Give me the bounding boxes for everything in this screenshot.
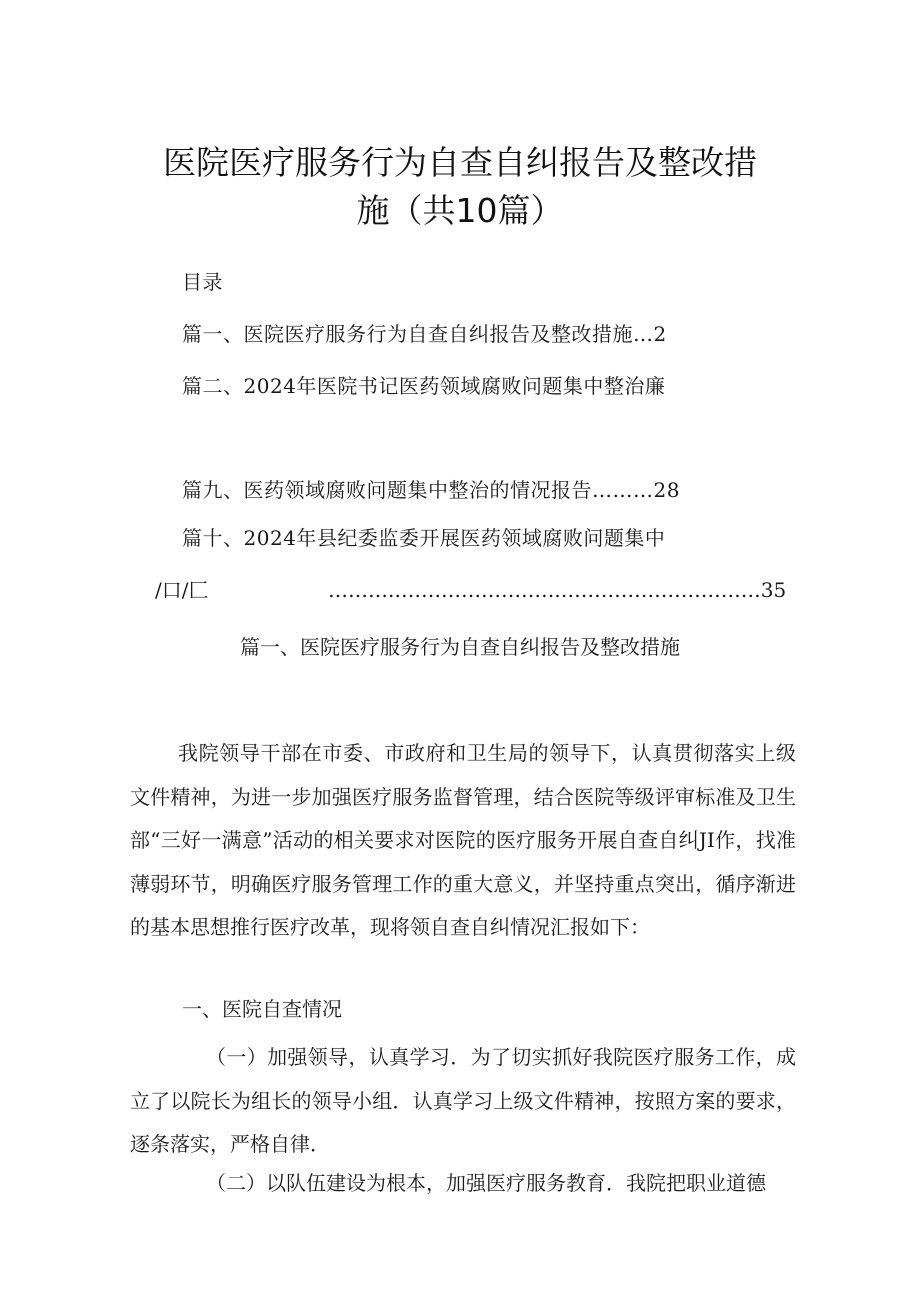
toc-entry-10[interactable]: 篇十、2024年县纪委监委开展医药领域腐败问题集中 [182,526,666,550]
toc-entry-10-leader: ……….…………………….…………………………35 [328,578,787,602]
subheading-self-check: 一、医院自查情况 [182,997,342,1021]
body-paragraph-1: 我院领导干部在市委、市政府和卫生局的领导下，认真贯彻落实上级文件精神，为进一步加强医疗服务监督管理，结合医院等级评审标准及卫生部“三好一满意”活动的相关要求对医院的医疗服务开展自查自纠JI作，找准薄弱环节，明确医疗服务管理工作的重大意义，并坚持重点突出，循序渐进的基本思想推行医疗改革，现将领自查自纠情况汇报如下： [130,741,796,940]
toc-entry-9[interactable]: 篇九、医药领域腐败问题集中整治的情况报告………28 [182,478,680,502]
toc-label: 目录 [182,270,223,294]
document-title-line-2: 施（共10篇） [356,191,564,230]
section-heading: 篇一、医院医疗服务行为自查自纠报告及整改措施 [240,635,680,659]
toc-entry-10-continuation: /口/匚 [155,578,209,602]
toc-entry-2[interactable]: 篇二、2024年医院书记医药领域腐败问题集中整治廉 [182,374,666,398]
body-paragraph-3: （二）以队伍建设为根本，加强医疗服务教育．我院把职业道德 [206,1171,766,1195]
toc-entry-1[interactable]: 篇一、医院医疗服务行为自查自纠报告及整改措施…2 [182,322,667,346]
body-paragraph-2: （一）加强领导，认真学习．为了切实抓好我院医疗服务工作，成立了以院长为组长的领导小组．认真学习上级文件精神，按照方案的要求，逐条落实，严格自律． [130,1045,796,1157]
document-title-line-1: 医院医疗服务行为自查自纠报告及整改措 [163,143,757,182]
